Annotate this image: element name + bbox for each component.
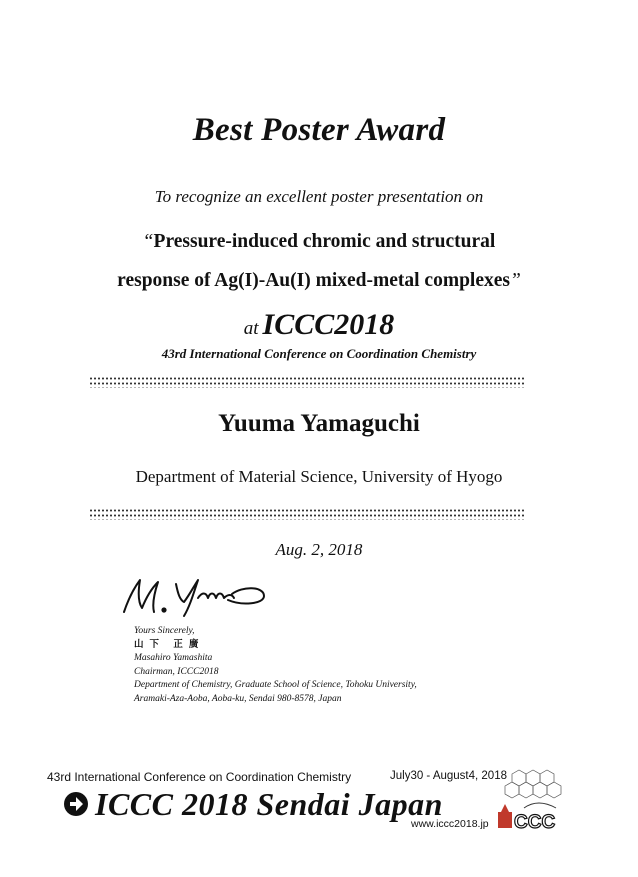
logo-text: CCC [514,812,556,832]
poster-title-text-2: response of Ag(I)-Au(I) mixed-metal complexes [117,270,510,291]
conference-line [0,308,638,342]
poster-title-line-2 [0,270,638,292]
open-quote: “ [142,231,154,252]
award-date: Aug. 2, 2018 [275,540,363,559]
arrow-right-icon [63,791,89,817]
conference-full-name: 43rd International Conference on Coordination Chemistry [161,346,477,361]
award-title: Best Poster Award [192,112,446,148]
footer-dates: July30 - August4, 2018 [390,770,507,782]
conference-logo [492,766,572,832]
closing: Yours Sincerely, [134,626,195,636]
signatory-role: Chairman, ICCC2018 [134,666,219,677]
dotted-divider-top [89,376,525,388]
at-word: at [243,318,259,339]
signatory-department: Department of Chemistry, Graduate School of Science, Tohoku University, [134,680,417,690]
close-quote: ” [509,270,521,291]
handwritten-signature [114,572,274,620]
signatory-block [134,625,417,706]
footer-url: www.iccc2018.jp [411,818,489,830]
signatory-name-japanese: 山下 正廣 [134,639,205,650]
poster-title-text-1: Pressure-induced chromic and structural [153,231,496,252]
dotted-divider-bottom [89,508,525,520]
recipient-name: Yuuma Yamaguchi [218,410,420,437]
footer-conference-line: 43rd International Conference on Coordination Chemistry [47,770,352,784]
footer-brand: ICCC 2018 Sendai Japan [95,786,443,822]
award-intro: To recognize an excellent poster presentation on [154,187,484,206]
recipient-affiliation: Department of Material Science, University of Hyogo [135,467,503,486]
signatory-address: Aramaki-Aza-Aoba, Aoba-ku, Sendai 980-8578, Japan [134,693,342,704]
conference-short-name: ICCC2018 [262,308,395,341]
signatory-name: Masahiro Yamashita [134,653,213,663]
poster-title-line-1 [0,231,638,253]
